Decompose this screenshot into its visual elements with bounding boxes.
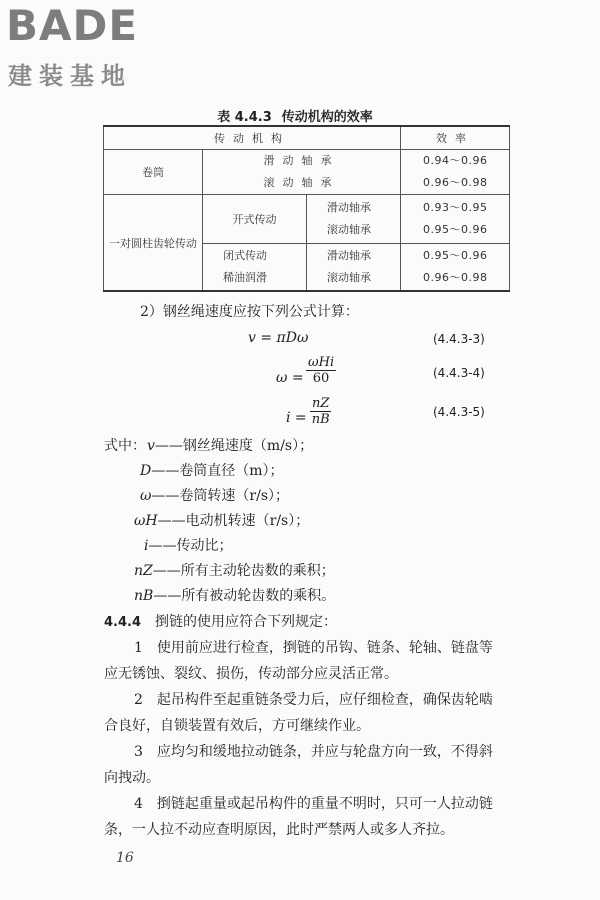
table-row-gear-open xyxy=(104,195,510,244)
closed-values xyxy=(401,244,510,292)
open-label: 开式传动 xyxy=(203,195,307,244)
open-values xyxy=(401,195,510,244)
section-number: 4.4.4 xyxy=(104,615,142,630)
open-value-1: 0.93～0.95 xyxy=(423,201,488,214)
var-symbol: i xyxy=(144,538,149,554)
var-symbol: ωH xyxy=(134,513,158,529)
var-symbol: D xyxy=(140,463,152,479)
var-desc: ——所有主动轮齿数的乘积； xyxy=(152,563,335,579)
section-title: 捯链的使用应符合下列规定： xyxy=(155,614,338,630)
drum-label: 卷筒 xyxy=(104,150,203,195)
formula-3-lhs: i = xyxy=(286,410,307,426)
var-row xyxy=(134,561,335,581)
open-value-2: 0.95～0.96 xyxy=(423,223,488,236)
var-row xyxy=(147,436,313,456)
item-line: 条，一人拉不动应查明原因，此时严禁两人或多人齐拉。 xyxy=(104,822,454,838)
var-symbol: nZ xyxy=(134,563,153,579)
formula-2-numerator: ωHi xyxy=(308,355,335,370)
closed-value-2: 0.96～0.98 xyxy=(423,271,488,284)
var-desc: ——卷筒直径（m）； xyxy=(151,463,284,479)
var-row xyxy=(144,536,232,556)
formula-1-number: (4.4.3-3) xyxy=(433,332,485,346)
formula-2-denominator: 60 xyxy=(312,371,330,386)
table-caption-number: 表 4.4.3 xyxy=(217,110,272,125)
gear-label: 一对圆柱齿轮传动 xyxy=(104,195,203,292)
formula-2-number: (4.4.3-4) xyxy=(433,366,485,380)
open-type-1: 滑动轴承 xyxy=(327,201,371,214)
header-mechanism: 传动机构 xyxy=(104,126,401,150)
item-line: 1 使用前应进行检查，捯链的吊钩、链条、轮轴、链盘等 xyxy=(134,640,493,656)
formula-intro: 2）钢丝绳速度应按下列公式计算： xyxy=(140,304,359,320)
item-line: 向拽动。 xyxy=(104,770,160,786)
page-number: 16 xyxy=(116,850,134,866)
brand-logo: BADE xyxy=(6,1,139,50)
oil-label: 稀油润滑 xyxy=(223,271,267,284)
drum-type-2: 滚动轴承 xyxy=(263,176,340,189)
formula-3-denominator: nB xyxy=(311,412,330,427)
item-line: 2 起吊构件至起重链条受力后，应仔细检查，确保齿轮啮 xyxy=(134,692,493,708)
var-row xyxy=(140,486,289,506)
formula-2-lhs: ω = xyxy=(276,370,304,386)
var-symbol: nB xyxy=(134,588,154,604)
open-types xyxy=(307,195,401,244)
var-desc: ——卷筒转速（r/s）； xyxy=(151,488,290,504)
formula-3-numerator: nZ xyxy=(312,396,330,411)
item-line: 3 应均匀和缓地拉动链条，并应与轮盘方向一致，不得斜 xyxy=(134,744,493,760)
closed-label: 闭式传动 xyxy=(223,249,267,262)
drum-type-1: 滑动轴承 xyxy=(263,154,340,167)
item-line: 应无锈蚀、裂纹、损伤，传动部分应灵活正常。 xyxy=(104,666,398,682)
var-symbol: ω xyxy=(140,488,152,504)
brand-subtitle: 建装基地 xyxy=(8,62,132,90)
drum-value-2: 0.96～0.98 xyxy=(423,176,488,189)
drum-types xyxy=(203,150,401,195)
efficiency-table xyxy=(103,125,510,292)
table-caption xyxy=(0,106,600,125)
closed-type-1: 滑动轴承 xyxy=(327,249,371,262)
drum-values xyxy=(401,150,510,195)
var-desc: ——所有被动轮齿数的乘积。 xyxy=(153,588,336,604)
closed-value-1: 0.95～0.96 xyxy=(423,249,488,262)
table-header-row xyxy=(104,126,510,150)
formula-3-fraction xyxy=(310,396,331,427)
formula-3-number: (4.4.3-5) xyxy=(433,405,485,419)
var-row xyxy=(134,586,335,606)
header-efficiency: 效率 xyxy=(401,126,510,150)
var-desc: ——电动机转速（r/s）； xyxy=(157,513,310,529)
drum-value-1: 0.94～0.96 xyxy=(423,154,488,167)
table-row-drum xyxy=(104,150,510,195)
closed-types xyxy=(307,244,401,292)
var-row xyxy=(140,461,284,481)
closed-labels xyxy=(203,244,307,292)
var-symbol: v xyxy=(147,438,155,454)
item-line: 4 捯链起重量或起吊构件的重量不明时，只可一人拉动链 xyxy=(134,796,493,812)
vars-prefix: 式中： xyxy=(104,438,146,454)
formula-2-fraction xyxy=(306,355,336,386)
item-line: 合良好，自锁装置有效后，方可继续作业。 xyxy=(104,718,370,734)
var-row xyxy=(134,511,309,531)
var-desc: ——传动比； xyxy=(148,538,233,554)
formula-1: v = πDω xyxy=(248,330,309,346)
open-type-2: 滚动轴承 xyxy=(327,223,371,236)
var-desc: ——钢丝绳速度（m/s）； xyxy=(154,438,314,454)
section-heading xyxy=(104,612,337,633)
table-caption-title: 传动机构的效率 xyxy=(281,110,373,125)
closed-type-2: 滚动轴承 xyxy=(327,271,371,284)
